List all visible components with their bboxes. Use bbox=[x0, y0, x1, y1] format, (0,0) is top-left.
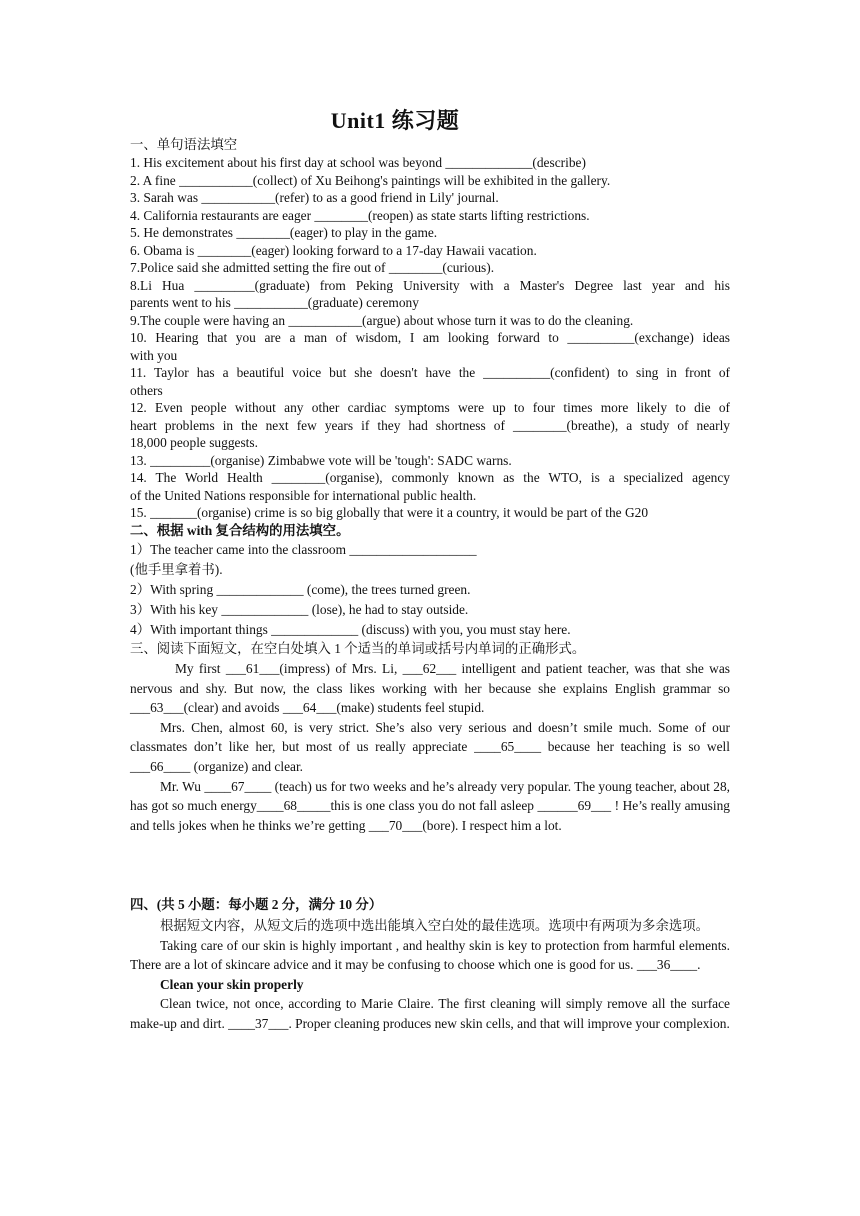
s3-paragraph-2: Mrs. Chen, almost 60, is very strict. She’s also very serious and doesn’t smile much. Some of our classmates don’t like her, but most of us really appreciate ____65____ because her teaching is so well ___66____ (organize) and clear. bbox=[130, 719, 730, 774]
s1-q2: 2. A fine ___________(collect) of Xu Beihong's paintings will be exhibited in the gallery. bbox=[130, 172, 611, 188]
s1-q14-line1: 14. The World Health ________(organise), commonly known as the WTO, is a specialized agency bbox=[130, 470, 730, 485]
s1-q12-line3: 18,000 people suggests. bbox=[130, 435, 258, 450]
s1-q11-line1: 11. Taylor has a beautiful voice but she doesn't have the __________(confident) to sing in front of bbox=[130, 365, 730, 380]
s1-q15: 15. _______(organise) crime is so big globally that were it a country, it would be part of the G20 bbox=[130, 505, 649, 520]
s1-q14-line2: of the United Nations responsible for international public health. bbox=[130, 487, 477, 503]
s1-q12-line1: 12. Even people without any other cardiac symptoms were up to four times more likely to die of bbox=[130, 400, 730, 415]
blank-68[interactable]: ____68_____ bbox=[256, 798, 331, 814]
s1-q1: 1. His excitement about his first day at school was beyond _____________(describe) bbox=[130, 155, 586, 170]
s1-q8-line1: 8.Li Hua _________(graduate) from Peking University with a Master's Degree last year and his bbox=[130, 277, 730, 293]
blank-37[interactable]: ____37___ bbox=[228, 1015, 289, 1031]
blank-63[interactable]: ___63___ bbox=[130, 700, 184, 716]
section4-heading: 四、(共 5 小题：每小题 2 分，满分 10 分） bbox=[130, 897, 383, 912]
section1-heading: 一、单句语法填空 bbox=[130, 137, 238, 152]
s1-q6: 6. Obama is ________(eager) looking forward to a 17-day Hawaii vacation. bbox=[130, 242, 537, 258]
s4-paragraph-1: Taking care of our skin is highly important , and healthy skin is key to protection from harmful elements. There are a lot of skincare advice and it may be confusing to choose which one is good for us. ___36____. bbox=[130, 937, 730, 973]
s1-q3: 3. Sarah was ___________(refer) to as a good friend in Lily' journal. bbox=[130, 190, 499, 205]
s1-q8-line2: parents went to his ___________(graduate) ceremony bbox=[130, 295, 419, 310]
s1-q7: 7.Police said she admitted setting the fire out of ________(curious). bbox=[130, 260, 495, 275]
s1-q10-line1: 10. Hearing that you are a man of wisdom, I am looking forward to __________(exchange) ideas bbox=[130, 330, 730, 345]
blank-67[interactable]: ____67____ bbox=[204, 778, 272, 794]
blank-66[interactable]: ___66____ bbox=[130, 758, 191, 774]
s1-q5: 5. He demonstrates ________(eager) to play in the game. bbox=[130, 225, 438, 240]
s3-paragraph-1: My first ___61___(impress) of Mrs. Li, ___62___ intelligent and patient teacher, was that she was nervous and shy. But now, the class likes working with her because she explains English grammar so ___63___(clear) and avoids ___64___(make) students feel stupid. bbox=[130, 661, 730, 716]
s1-q12-line2: heart problems in the next few years if they had shortness of ________(breathe), a study of nearly bbox=[130, 417, 730, 433]
s1-q13: 13. _________(organise) Zimbabwe vote will be 'tough': SADC warns. bbox=[130, 452, 512, 468]
section2-heading: 二、根据 with 复合结构的用法填空。 bbox=[130, 522, 350, 538]
s1-q11-line2: others bbox=[130, 382, 163, 398]
s2-q1-line2: (他手里拿着书). bbox=[130, 562, 223, 577]
s2-q1-line1: 1）The teacher came into the classroom ___________________ bbox=[130, 542, 477, 557]
blank-65[interactable]: ____65____ bbox=[474, 739, 542, 755]
blank-64[interactable]: ___64___ bbox=[282, 700, 337, 716]
blank-70[interactable]: ___70___ bbox=[368, 817, 423, 833]
blank-62[interactable]: ___62___ bbox=[402, 661, 457, 676]
s2-q2: 2）With spring _____________ (come), the trees turned green. bbox=[130, 582, 471, 597]
section3-heading: 三、阅读下面短文，在空白处填入 1 个适当的单词或括号内单词的正确形式。 bbox=[130, 640, 586, 656]
s1-q4: 4. California restaurants are eager ________(reopen) as state starts lifting restrictions. bbox=[130, 207, 590, 223]
page-title: Unit1 练习题 bbox=[330, 108, 460, 133]
s2-q3: 3）With his key _____________ (lose), he had to stay outside. bbox=[130, 602, 469, 617]
blank-69[interactable]: ______69___ bbox=[537, 798, 612, 814]
s2-q4: 4）With important things _____________ (discuss) with you, you must stay here. bbox=[130, 622, 571, 637]
blank-61[interactable]: ___61___ bbox=[225, 661, 280, 676]
blank-36[interactable]: ___36____ bbox=[636, 957, 698, 973]
s4-subheading: Clean your skin properly bbox=[160, 976, 304, 992]
s4-paragraph-2: Clean twice, not once, according to Marie Claire. The first cleaning will simply remove all the surface make-up and dirt. ____37___. Proper cleaning produces new skin cells, and that will improve your complexion. bbox=[130, 996, 730, 1031]
s4-passage bbox=[130, 916, 730, 1034]
s4-instructions: 根据短文内容，从短文后的选项中选出能填入空白处的最佳选项。选项中有两项为多余选项。 bbox=[160, 918, 710, 933]
s3-paragraph-3: Mr. Wu ____67____ (teach) us for two weeks and he’s already very popular. The young teacher, about 28, has got so much energy____68_____this is one class you do not fall asleep ______69___ ! He’s really amusing and tells jokes when he thinks we’re getting ___70___(bore). I respect him a lot. bbox=[130, 778, 731, 833]
s1-q10-line2: with you bbox=[130, 347, 178, 363]
s3-passage bbox=[130, 659, 730, 835]
s1-q9: 9.The couple were having an ___________(argue) about whose turn it was to do the cleaning. bbox=[130, 312, 634, 328]
